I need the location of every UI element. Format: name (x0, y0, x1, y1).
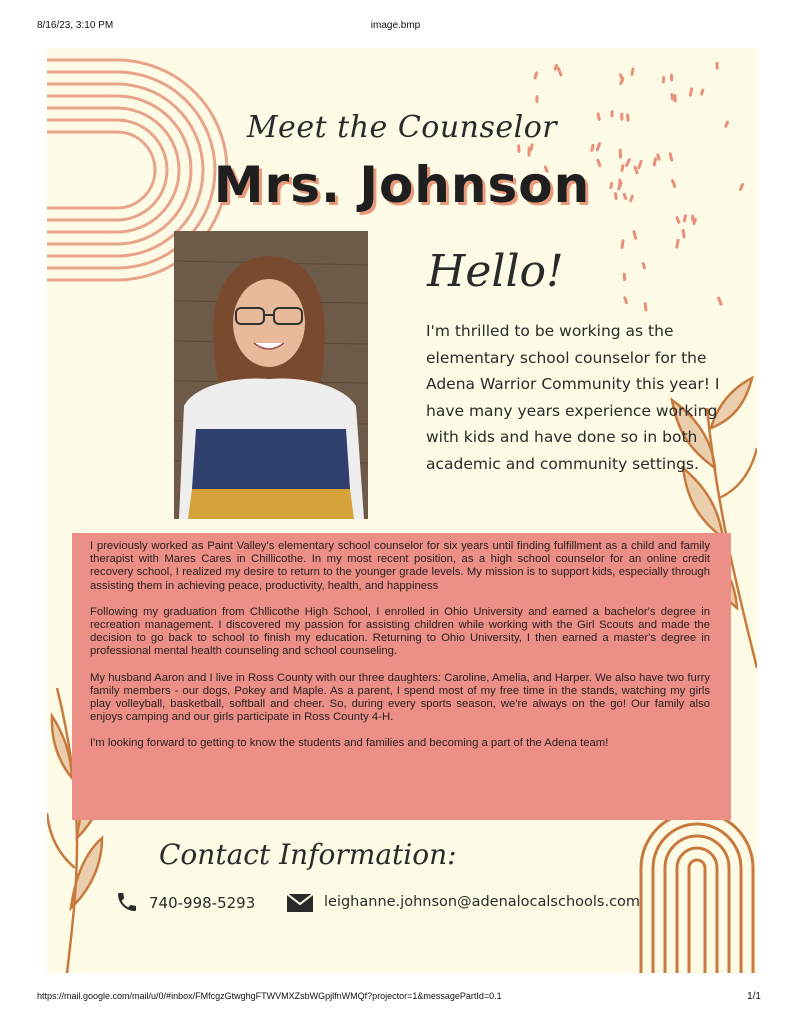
confetti-dash (645, 303, 646, 309)
phone-icon (115, 890, 139, 914)
confetti-dash (620, 75, 622, 80)
rainbow-arch-bottom-right (641, 812, 753, 973)
confetti-dash (690, 89, 691, 95)
print-url: https://mail.google.com/mail/u/0/#inbox/FMfcgzGtwghgFTWVMXZsbWGpjlfnWMQf?projector=1&messagePartId=0.1 (37, 991, 502, 1001)
bio-paragraph: Following my graduation from Chllicothe High School, I enrolled in Ohio University and earned a bachelor's degree in recreation management. I discovered my passion for assisting children while working with the Girl Scouts and made the decision to go back to school to finish my education. Returning to Ohio University, I then earned a master's degree in professional mental health counseling and school counseling. (90, 605, 710, 658)
email-address: leighanne.johnson@adenalocalschools.com (324, 894, 641, 910)
confetti-dash (592, 145, 593, 150)
envelope-icon (287, 894, 313, 912)
bio-text (90, 540, 710, 764)
confetti-dash (555, 65, 556, 69)
bio-paragraph: I previously worked as Paint Valley's elementary school counselor for six years until finding fulfillment as a child and family therapist with Mares Cares in Chillicothe. In my most recent position, as a high school counselor for an online credit recovery school, I realized my desire to return to the younger grade levels. My mission is to support kids, especially through assisting them in achieving peace, productivity, health, and happiness (90, 540, 710, 592)
phone-number: 740-998-5293 (149, 894, 256, 912)
confetti-dash (535, 73, 536, 78)
confetti-dash (625, 298, 627, 303)
confetti-dash (677, 218, 679, 223)
confetti-dash (558, 69, 561, 75)
flyer-title: Mrs. Johnson (213, 156, 591, 214)
confetti-dash (643, 264, 644, 268)
confetti-dash (683, 230, 684, 237)
confetti-dash (634, 232, 636, 239)
confetti-dash (685, 216, 686, 221)
confetti-dash (672, 95, 673, 99)
contact-title: Contact Information: (159, 838, 457, 871)
print-filename: image.bmp (370, 20, 421, 31)
bio-paragraph: I'm looking forward to getting to know the students and families and becoming a part of the Adena team! (90, 737, 609, 750)
print-footer (0, 991, 791, 1005)
confetti-dash (702, 90, 703, 94)
confetti-dash (677, 240, 678, 247)
counselor-flyer (47, 48, 757, 973)
greeting: Hello! (427, 246, 564, 297)
confetti-dash (531, 145, 532, 150)
flyer-subtitle: Meet the Counselor (246, 110, 558, 145)
print-header (0, 20, 791, 34)
confetti-dash (719, 298, 721, 304)
print-datetime: 8/16/23, 3:10 PM (37, 20, 114, 31)
confetti-dash (632, 69, 633, 74)
bio-paragraph: My husband Aaron and I live in Ross County with our three daughters: Caroline, Amelia, and Harper. We also have two furry family members - our dogs, Pokey and Maple. As a parent, I spend most of my free time in the stands, watching my girls play volleyball, basketball, softball and cheer. So, during every sports season, we're always on the go! Our family also enjoys camping and our girls participate in Ross County 4-H. (90, 671, 710, 724)
confetti-dash (622, 241, 623, 248)
intro-text: I'm thrilled to be working as the elementary school counselor for the Adena Warrior Community this year! I have many years experience working with kids and have done so in both academic and community settings. (426, 322, 720, 473)
counselor-photo (174, 231, 368, 519)
print-page-number: 1/1 (747, 991, 761, 1002)
